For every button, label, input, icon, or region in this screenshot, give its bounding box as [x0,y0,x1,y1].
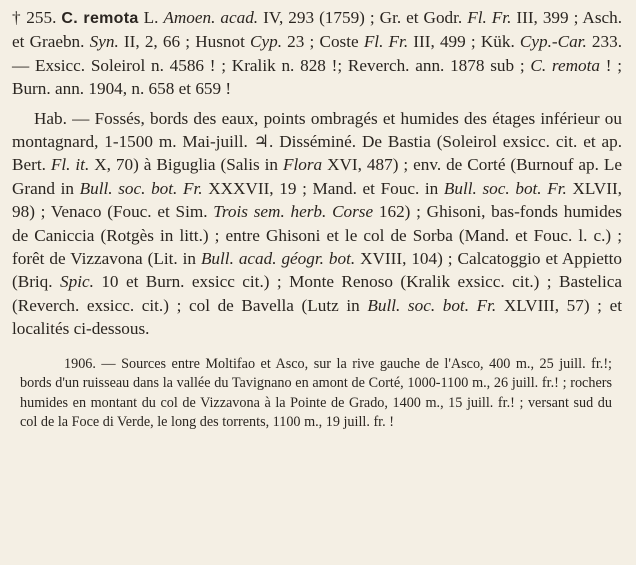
habitat-text: XVIII, 104) ; Calcatoggio et Appietto (Briq. [12,249,623,292]
entry-text: L. [138,8,164,27]
citation-italic: Bull. soc. bot. Fr. [367,295,497,315]
entry-text: III, 499 ; Kük. [408,32,520,52]
species-entry [12,6,622,101]
citation-italic: Spic. [60,272,94,292]
species-name: C. remota [61,10,139,27]
citation-italic: Cyp.-Car. [519,32,587,52]
habitat-text: XLVIII, 57) ; et localités ci-dessous. [12,295,622,339]
citation-italic: Fl. Fr. [363,32,409,52]
observations-paragraph: 1906. — Sources entre Moltifao et Asco, sur la rive gauche de l'Asco, 400 m., 25 juill. fr.!; bords d'un ruisseau dans la vallée du Tavignano en amont de Corté, 1000-1100 m., 26 juill. fr.! ; rochers humides en montant du col de Vizzavona à la Pointe de Grado, 1400 m., 15 juill. fr.! ; versant sud du col de la Foce di Verde, le long des torrents, 1100 m., 19 juill. fr. ! [20,355,612,430]
entry-text: 23 ; Coste [282,32,364,52]
habitat-paragraph [12,107,622,341]
entry-text: IV, 293 (1759) ; Gr. et Godr. [258,8,468,27]
citation-italic: Fl. it. [50,155,90,175]
entry-number: † 255. [12,8,57,27]
citation-italic: Cyp. [250,32,283,52]
habitat-text: XXXVII, 19 ; Mand. et Fouc. in [202,178,444,198]
entry-text: III, 399 ; Asch. et Graebn. [12,8,623,52]
habitat-text: X, 70) à Biguglia (Salis in [89,155,283,175]
habitat-text: 10 et Burn. exsicc cit.) ; Monte Renoso (Kralik exsicc. cit.) ; Bastelica (Reverch. exsicc. cit.) ; col de Bavella (Lutz in [12,272,622,315]
citation-italic: Syn. [89,32,119,52]
citation-italic: Fl. Fr. [467,8,512,27]
entry-text: 233. — Exsicc. Soleirol n. 4586 ! ; Kralik n. 828 !; Reverch. ann. 1878 sub ; [12,32,622,75]
citation-italic: Bull. soc. bot. Fr. [443,178,567,198]
habitat-text: XVI, 487) ; env. de Corté (Burnouf ap. Le Grand in [12,155,623,198]
citation-italic: Flora [282,155,323,175]
entry-text: ! ; Burn. ann. 1904, n. 658 et 659 ! [12,55,622,99]
citation-italic: Bull. acad. géogr. bot. [200,249,356,269]
citation-italic: Bull. soc. bot. Fr. [79,178,203,198]
citation-italic: Amoen. acad. [163,8,259,27]
entry-text: II, 2, 66 ; Husnot [118,32,251,52]
citation-italic: Trois sem. herb. Corse [213,202,374,222]
habitat-text: 162) ; Ghisoni, bas-fonds humides de Caniccia (Rotgès in litt.) ; entre Ghisoni et le col de Sorba (Mand. et Fouc. l. c.) ; forêt de Vizzavona (Lit. in [12,202,622,269]
citation-italic: C. remota [530,55,600,75]
habitat-text: XLVII, 98) ; Venaco (Fouc. et Sim. [12,178,622,222]
habitat-text: Hab. — Fossés, bords des eaux, points ombragés et humides des étages inférieur ou montagnard, 1-1500 m. Mai-juill. ♃. Disséminé. De Bastia (Soleirol exsicc. cit. et ap. Bert. [12,108,622,175]
